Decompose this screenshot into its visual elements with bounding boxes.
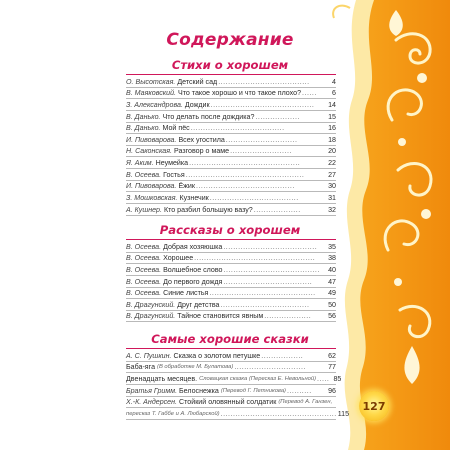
- toc-title: Стойкий оловянный солдатик: [179, 398, 277, 407]
- toc-subtitle: (Перевод А. Ганзен,: [278, 399, 333, 406]
- toc-title: Друг детства: [177, 300, 220, 309]
- toc-title: Добрая хозяюшка: [163, 242, 223, 251]
- toc-author: В. Данько.: [126, 124, 161, 133]
- toc-leader-dots: .............................: [234, 363, 306, 372]
- toc-page-number: 47: [328, 277, 336, 286]
- toc-entry[interactable]: [126, 362, 336, 374]
- toc-entry[interactable]: [126, 288, 336, 300]
- toc-title: Неумейка: [155, 159, 189, 168]
- toc-leader-dots: .............................: [225, 135, 298, 144]
- toc-title: Сказка о золотом петушке: [173, 351, 261, 360]
- toc-title: Что такое хорошо и что такое плохо?: [177, 89, 302, 98]
- toc-entry[interactable]: [126, 169, 336, 181]
- toc-entry[interactable]: [126, 276, 336, 288]
- toc-author: В. Осеева.: [126, 254, 162, 263]
- toc-leader-dots: .........................: [230, 147, 292, 156]
- toc-title: Что делать после дождика?: [162, 112, 255, 121]
- toc-entry[interactable]: [126, 264, 336, 276]
- toc-title: Синие листья: [163, 289, 209, 298]
- toc-title: Двенадцать месяцев.: [126, 374, 198, 383]
- toc-subtitle: (В обработке М. Булатова): [157, 364, 234, 371]
- toc-author: И. Пивоварова.: [126, 182, 177, 191]
- toc-author: А. С. Пушкин.: [126, 351, 172, 360]
- section-divider: [126, 74, 336, 75]
- toc-title: Ёжик: [178, 182, 195, 191]
- toc-title: Белоснежка: [179, 386, 219, 395]
- toc-subtitle: пересказ Т. Габбе и А. Любарской): [126, 410, 220, 417]
- toc-leader-dots: ..................: [255, 112, 300, 121]
- toc-entry[interactable]: [126, 350, 336, 362]
- toc-page-number: 20: [328, 147, 336, 156]
- page-number-badge: 127: [359, 391, 389, 421]
- toc-page-number: 115: [337, 409, 350, 418]
- toc-page-number: 56: [328, 312, 336, 321]
- toc-leader-dots: ................................................: [185, 170, 305, 179]
- toc-entry[interactable]: [126, 311, 336, 323]
- toc-page-number: 16: [328, 124, 336, 133]
- toc-page-number: 38: [328, 254, 336, 263]
- toc-entry[interactable]: [126, 123, 336, 135]
- toc-subtitle: Словацкая сказка (Пересказ Е. Невольной): [199, 375, 317, 382]
- toc-entry[interactable]: [126, 385, 336, 397]
- toc-entry[interactable]: [126, 373, 342, 385]
- toc-page-number: 18: [328, 135, 336, 144]
- toc-leader-dots: ......................................: [190, 124, 285, 133]
- toc-entry[interactable]: [126, 146, 336, 158]
- toc-entry[interactable]: [126, 76, 336, 88]
- toc-leader-dots: .............................................: [189, 159, 301, 168]
- toc-list-fairy-tales: [126, 350, 350, 420]
- toc-entry[interactable]: [126, 88, 336, 100]
- toc-author: О. Высотская.: [126, 77, 176, 86]
- toc-list-stories: [126, 241, 336, 322]
- section-heading-stories: Рассказы о хорошем: [159, 223, 301, 237]
- toc-leader-dots: ....................................: [209, 194, 299, 203]
- toc-author: Х.-К. Андерсен.: [126, 398, 178, 407]
- toc-leader-dots: ........................................: [195, 182, 295, 191]
- toc-title: Мой пёс: [162, 124, 190, 133]
- toc-page-number: 22: [328, 159, 336, 168]
- toc-leader-dots: ......................................: [223, 242, 318, 251]
- toc-leader-dots: .......................................: [223, 265, 320, 274]
- toc-author: В. Данько.: [126, 112, 161, 121]
- toc-leader-dots: ..........: [286, 386, 312, 395]
- toc-page-number: 96: [328, 386, 336, 395]
- section-divider: [126, 239, 336, 240]
- toc-leader-dots: .....................................: [218, 77, 310, 86]
- toc-author: Братья Гримм.: [126, 386, 178, 395]
- toc-entry[interactable]: [126, 192, 336, 204]
- toc-page-number: 40: [328, 265, 336, 274]
- toc-author: З. Мошковская.: [126, 194, 178, 203]
- toc-page-number: 31: [328, 194, 336, 203]
- toc-page-number: 32: [328, 205, 336, 214]
- toc-author: В. Осеева.: [126, 265, 162, 274]
- toc-entry[interactable]: [126, 253, 336, 265]
- toc-page-number: 30: [328, 182, 336, 191]
- toc-entry[interactable]: [126, 181, 336, 193]
- toc-author: З. Александрова.: [126, 100, 183, 109]
- toc-page-number: 4: [332, 77, 336, 86]
- toc-author: В. Осеева.: [126, 277, 162, 286]
- toc-page-number: 62: [328, 351, 336, 360]
- toc-title: До первого дождя: [163, 277, 223, 286]
- toc-author: Н. Саконская.: [126, 147, 173, 156]
- toc-author: А. Кушнер.: [126, 205, 162, 214]
- section-heading-fairy-tales: Самые хорошие сказки: [151, 332, 309, 346]
- toc-author: В. Драгунский.: [126, 300, 176, 309]
- toc-leader-dots: ....................................: [223, 277, 313, 286]
- toc-title: Волшебное слово: [163, 265, 223, 274]
- toc-title: Всех угостила: [178, 135, 225, 144]
- toc-title: Кузнечик: [179, 194, 209, 203]
- toc-page-number: 85: [333, 374, 342, 383]
- toc-entry[interactable]: [126, 397, 336, 409]
- toc-leader-dots: .................: [261, 351, 304, 360]
- toc-title: Хорошее: [163, 254, 194, 263]
- toc-author: И. Пивоварова.: [126, 135, 177, 144]
- toc-leader-dots: .................................................: [194, 254, 316, 263]
- section-divider: [126, 348, 336, 349]
- toc-author: Я. Аким.: [126, 159, 154, 168]
- toc-page-number: 14: [328, 100, 336, 109]
- toc-leader-dots: ..........................................: [210, 100, 315, 109]
- toc-entry[interactable]: [126, 157, 336, 169]
- toc-page-number: 49: [328, 289, 336, 298]
- toc-page-number: 15: [328, 112, 336, 121]
- toc-title: Детский сад: [177, 77, 218, 86]
- toc-entry[interactable]: [126, 134, 336, 146]
- toc-page-number: 35: [328, 242, 336, 251]
- page-title: Содержание: [166, 30, 294, 50]
- toc-subtitle: (Перевод Г. Петникова): [220, 387, 286, 394]
- toc-page-number: 77: [328, 363, 336, 372]
- toc-entry[interactable]: [126, 99, 336, 111]
- toc-title: Тайное становится явным: [177, 312, 264, 321]
- toc-leader-dots: ...................: [264, 312, 312, 321]
- toc-leader-dots: ....................................: [220, 300, 310, 309]
- toc-leader-dots: ...................: [253, 205, 301, 214]
- toc-entry[interactable]: [126, 299, 336, 311]
- toc-page-number: 6: [332, 89, 336, 98]
- toc-leader-dots: ...............................................: [220, 409, 337, 418]
- toc-leader-dots: .....: [317, 374, 330, 383]
- toc-title: Кто разбил большую вазу?: [163, 205, 253, 214]
- toc-leader-dots: ......: [302, 89, 317, 98]
- toc-list-poems: [126, 76, 336, 216]
- toc-entry[interactable]: [126, 241, 336, 253]
- toc-title: Разговор о маме: [174, 147, 230, 156]
- toc-page-number: 50: [328, 300, 336, 309]
- toc-entry[interactable]: [126, 204, 336, 216]
- toc-author: В. Осеева.: [126, 170, 162, 179]
- toc-page-number: 27: [328, 170, 336, 179]
- toc-title: Гостья: [163, 170, 185, 179]
- toc-title: Баба-яга: [126, 363, 156, 372]
- toc-entry[interactable]: [126, 111, 336, 123]
- toc-entry[interactable]: [126, 408, 350, 420]
- toc-author: В. Осеева.: [126, 289, 162, 298]
- toc-author: В. Осеева.: [126, 242, 162, 251]
- section-heading-poems: Стихи о хорошем: [171, 58, 289, 72]
- toc-leader-dots: ...........................................: [209, 289, 316, 298]
- toc-title: Дождик: [184, 100, 210, 109]
- toc-author: В. Драгунский.: [126, 312, 176, 321]
- toc-author: В. Маяковский.: [126, 89, 176, 98]
